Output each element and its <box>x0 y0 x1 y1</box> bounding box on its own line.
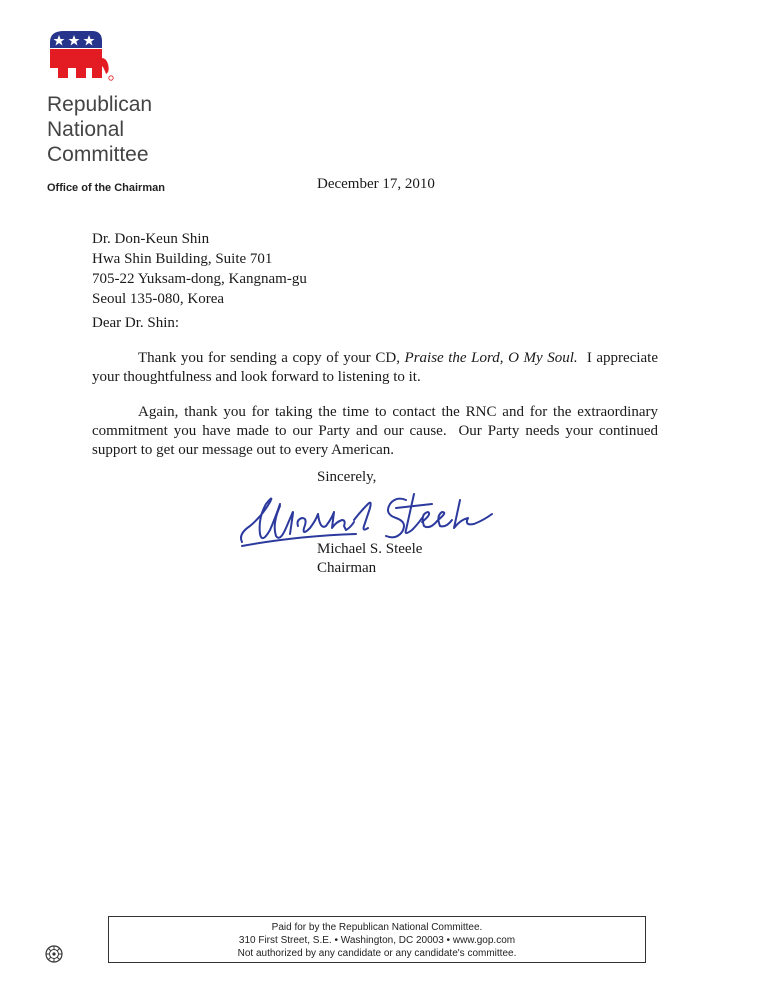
closing: Sincerely, <box>317 469 377 485</box>
letter-date: December 17, 2010 <box>317 176 435 192</box>
org-name-line: National <box>47 118 125 141</box>
elephant-logo-icon <box>44 28 116 84</box>
organization-name <box>47 92 152 167</box>
signer-block <box>317 540 422 578</box>
office-label: Office of the Chairman <box>47 182 165 194</box>
paragraph-text: I appreciate your thoughtfulness and look forward to listening to it. <box>92 350 662 385</box>
disclaimer-line: Paid for by the Republican National Committee. <box>271 922 483 933</box>
paragraph-text: Thank you for sending a copy of your CD, <box>138 350 405 366</box>
signer-title: Chairman <box>317 560 377 576</box>
address-line: 705-22 Yuksam-dong, Kangnam-gu <box>92 271 307 287</box>
body-paragraph <box>92 403 662 460</box>
address-line: Dr. Don-Keun Shin <box>92 231 210 247</box>
paragraph-text: Again, thank you for taking the time to contact the RNC and for the extraordinary commitment you have made to our Party and our cause. Our Party needs your continued support to get our message out to every American. <box>92 404 662 458</box>
recycle-icon <box>45 945 63 963</box>
address-line: Seoul 135-080, Korea <box>92 291 225 307</box>
recipient-address <box>92 229 307 309</box>
signer-name: Michael S. Steele <box>317 541 423 557</box>
disclaimer-line: Not authorized by any candidate or any candidate's committee. <box>237 948 517 959</box>
paid-for-disclaimer <box>108 916 646 963</box>
org-name-line: Committee <box>47 143 149 166</box>
body-paragraph <box>92 349 662 387</box>
address-line: Hwa Shin Building, Suite 701 <box>92 251 273 267</box>
salutation: Dear Dr. Shin: <box>92 315 180 331</box>
cd-title: Praise the Lord, O My Soul. <box>404 350 578 366</box>
disclaimer-line: 310 First Street, S.E. • Washington, DC 20003 • www.gop.com <box>238 935 516 946</box>
org-name-line: Republican <box>47 93 153 116</box>
